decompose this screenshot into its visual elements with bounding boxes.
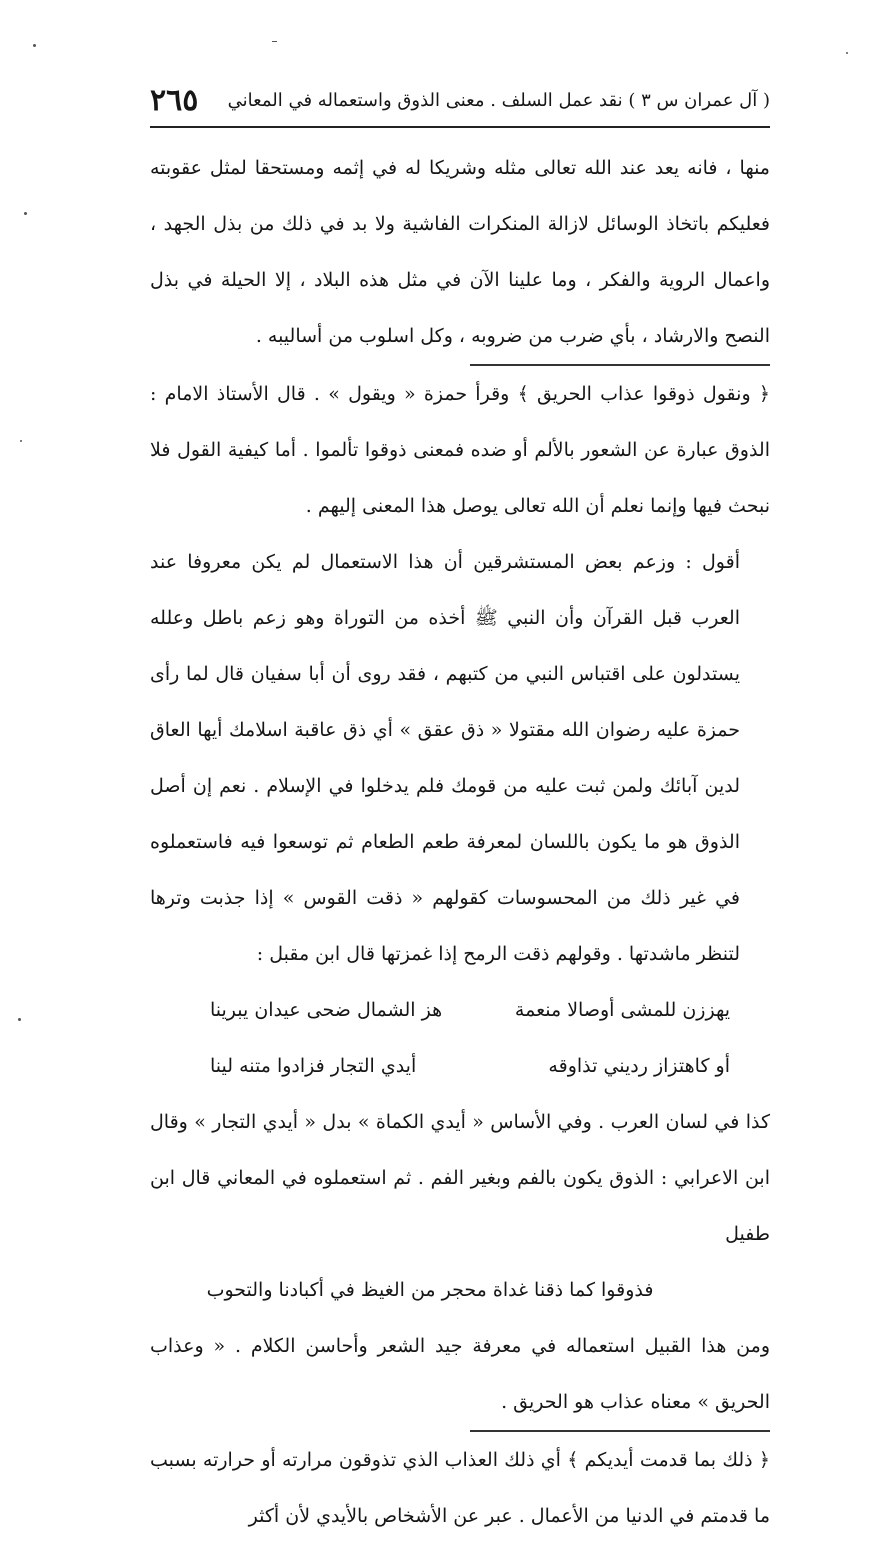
paragraph: أقول : وزعم بعض المستشرقين أن هذا الاستعمال لم يكن معروفا عند العرب قبل القرآن وأن النبي ﷺ أخذه من التوراة وهو زعم باطل وعلله يستدلون على اقتباس النبي من كتبهم ، فقد روى أن أبا سفيان قال لما رأى حمزة عليه رضوان الله مقتولا « ذق عقق » أي ذق عاقبة اسلامك أيها العاق لدين آبائك ولمن ثبت عليه من قومك فلم يدخلوا في الإسلام . نعم إن أصل الذوق هو ما يكون باللسان لمعرفة طعم الطعام ثم توسعوا فيه فاستعملوه في غير ذلك من المحسوسات كقولهم « ذقت القوس » إذا جذبت وترها لتنظر ماشدتها . وقولهم ذقت الرمح إذا غمزتها قال ابن مقبل : bbox=[150, 551, 740, 965]
body-text bbox=[150, 140, 770, 1544]
running-title: ( آل عمران س ٣ ) نقد عمل السلف . معنى الذوق واستعماله في المعاني bbox=[227, 89, 770, 111]
ink-speck bbox=[20, 440, 22, 442]
verse-hemistich: أو كاهتزاز رديني تذاوقه bbox=[548, 1055, 730, 1077]
ink-speck bbox=[24, 212, 27, 215]
ink-speck bbox=[18, 1018, 21, 1021]
paragraph: منها ، فانه يعد عند الله تعالى مثله وشريكا له في إثمه ومستحقا لمثل عقوبته فعليكم باتخاذ الوسائل لازالة المنكرات الفاشية ولا بد في ذلك من بذل الجهد ، واعمال الروية والفكر ، وما علينا الآن في مثل هذه البلاد ، إلا الحيلة في بذل النصح والارشاد ، بأي ضرب من ضروبه ، وكل اسلوب من أساليبه . bbox=[150, 157, 770, 347]
verse-line bbox=[150, 1038, 770, 1094]
verse-hemistich: أيدي التجار فزادوا متنه لينا bbox=[210, 1055, 417, 1077]
ink-speck bbox=[33, 44, 36, 47]
page-number: ٢٦٥ bbox=[150, 82, 199, 118]
paragraph: ﴿ ونقول ذوقوا عذاب الحريق ﴾ وقرأ حمزة « ويقول » . قال الأستاذ الامام : الذوق عبارة عن الشعور بالألم أو ضده فمعنى ذوقوا تألموا . أما كيفية القول فلا نبحث فيها وإنما نعلم أن الله تعالى يوصل هذا المعنى إليهم . bbox=[150, 383, 770, 517]
verse-line bbox=[150, 982, 770, 1038]
verse-hemistich: هز الشمال ضحى عيدان يبرينا bbox=[210, 999, 443, 1021]
header-rule bbox=[150, 126, 770, 128]
verse-hemistich: يهززن للمشى أوصالا منعمة bbox=[514, 999, 730, 1021]
page-header bbox=[150, 76, 770, 124]
paragraph: كذا في لسان العرب . وفي الأساس « أيدي الكماة » بدل « أيدي التجار » وقال ابن الاعرابي : الذوق يكون بالفم وبغير الفم . ثم استعملوه في المعاني قال ابن طفيل bbox=[150, 1111, 770, 1245]
paragraph: ﴿ ذلك بما قدمت أيديكم ﴾ أي ذلك العذاب الذي تذوقون مرارته أو حرارته بسبب ما قدمتم في الدنيا من الأعمال . عبر عن الأشخاص بالأيدي لأن أكثر bbox=[150, 1449, 770, 1527]
ink-speck bbox=[846, 52, 848, 54]
ink-speck bbox=[272, 41, 277, 42]
verse-line: فذوقوا كما ذقنا غداة محجر من الغيظ في أكبادنا والتحوب bbox=[206, 1279, 654, 1301]
paragraph: ومن هذا القبيل استعماله في معرفة جيد الشعر وأحاسن الكلام . « وعذاب الحريق » معناه عذاب هو الحريق . bbox=[150, 1335, 770, 1413]
